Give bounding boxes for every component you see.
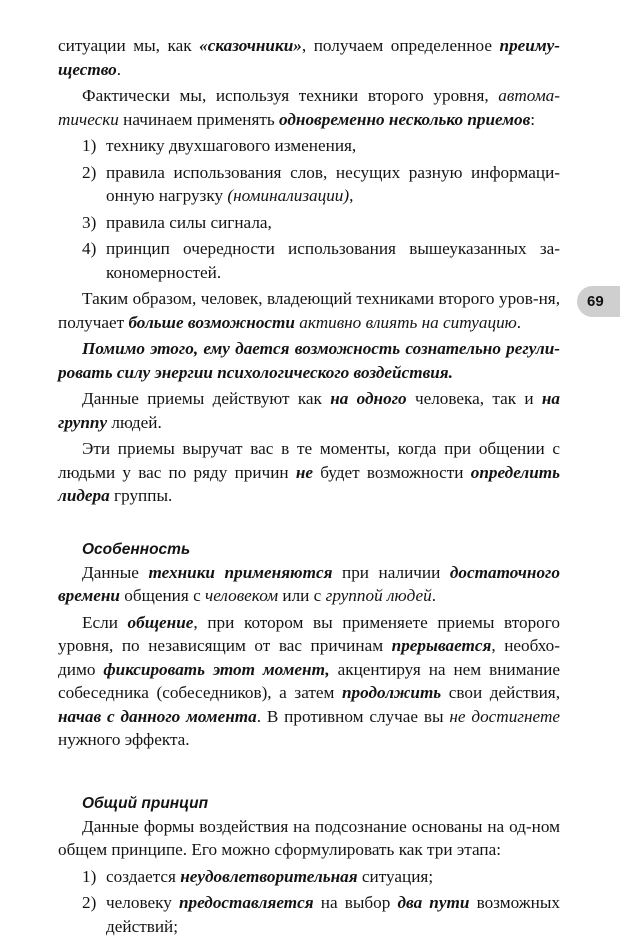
text: Фактически мы, используя техники второго уровня, <box>82 86 499 105</box>
list-text: принцип очередности использования вышеуказанных за-кономерностей. <box>106 239 560 282</box>
emphasis: «сказочники» <box>199 36 302 55</box>
text: акцентируя на нем внимание собеседника (собеседников), а затем <box>58 659 561 702</box>
text: правила использования слов, несущих разную информаци-онную нагрузку <box>106 162 560 205</box>
italic-text: автома-тически <box>58 86 560 129</box>
emphasis: одновременно несколько приемов <box>279 109 531 129</box>
list-item <box>58 134 560 158</box>
paragraph <box>58 287 560 334</box>
paragraph <box>58 34 560 81</box>
text: при наличии <box>332 562 450 582</box>
section-heading: Особенность <box>82 540 191 558</box>
emphasis: начав с данного момента <box>58 706 257 726</box>
text: создается <box>106 866 181 886</box>
text: , <box>349 186 354 205</box>
paragraph: Данные формы воздействия на подсознание основаны на од-ном общем принципе. Его можно сформулировать как три этапа: <box>58 816 560 859</box>
list-item <box>58 237 560 284</box>
text: человека, так и <box>406 389 542 408</box>
page-number-tab <box>577 286 620 317</box>
text: свои действия, <box>441 683 560 702</box>
section-heading: Общий принцип <box>82 794 209 812</box>
list-number: 4) <box>82 239 97 258</box>
list-text <box>106 865 560 889</box>
emphasis: общение <box>127 612 194 632</box>
text: ситуации мы, как <box>58 36 200 55</box>
text: Данные приемы действуют как <box>82 389 331 408</box>
text: : <box>530 109 536 129</box>
list-number: 1) <box>82 136 97 155</box>
text: Эти приемы выручат вас в те моменты, когда при общении с людьми у вас по ряду причин <box>58 439 560 482</box>
text: ситуация; <box>357 866 434 886</box>
list-number: 2) <box>82 893 97 912</box>
list-number: 2) <box>82 162 97 182</box>
emphasis: достаточного времени <box>58 562 560 605</box>
paragraph-emphasis: Помимо этого, ему дается возможность сознательно регули-ровать силу энергии психологического воздействия. <box>58 339 560 382</box>
page-number: 69 <box>587 293 604 310</box>
emphasis: два пути <box>397 893 470 912</box>
text: . В противном случае вы <box>256 706 450 726</box>
italic-text: (номинализации) <box>227 186 350 205</box>
emphasis: на одного <box>330 389 407 408</box>
emphasis: неудовлетворительная <box>180 866 358 886</box>
text: . <box>116 59 122 79</box>
text: будет возможности <box>313 462 471 482</box>
list-item <box>58 865 560 889</box>
text: начинаем применять <box>118 109 280 129</box>
italic-text: группой людей <box>325 586 432 605</box>
emphasis: продолжить <box>341 683 442 702</box>
text: . <box>431 586 437 605</box>
list-text: правила силы сигнала, <box>106 212 272 232</box>
paragraph <box>58 561 560 608</box>
emphasis: преиму-щество <box>58 36 560 79</box>
text: , необхо-димо <box>58 636 560 679</box>
text: людей. <box>107 412 162 432</box>
text: , получаем определенное <box>301 36 500 55</box>
page-body <box>58 34 560 938</box>
text: или с <box>278 586 326 605</box>
text: Данные <box>82 562 149 582</box>
emphasis: техники применяются <box>148 562 333 582</box>
text: группы. <box>109 486 173 505</box>
emphasis: определить лидера <box>58 462 560 505</box>
emphasis: не <box>295 462 313 482</box>
list-item <box>58 211 560 235</box>
paragraph <box>58 611 560 752</box>
list-item <box>58 161 560 208</box>
text: общения с <box>119 586 206 605</box>
italic-text: активно влиять на ситуацию <box>294 312 517 332</box>
emphasis: фиксировать этот момент, <box>103 659 330 679</box>
text: возможных действий; <box>106 893 560 936</box>
paragraph <box>58 84 560 131</box>
paragraph <box>58 387 560 434</box>
text: нужного эффекта. <box>58 730 190 749</box>
text: Если <box>82 612 128 632</box>
paragraph <box>58 437 560 508</box>
list-item <box>58 891 560 938</box>
list-number: 1) <box>82 866 97 886</box>
list-number: 3) <box>82 212 97 232</box>
list-text: технику двухшагового изменения, <box>106 136 357 155</box>
text: , при котором вы применяете приемы второго уровня, по независящим от вас причинам <box>58 612 560 655</box>
emphasis: на группу <box>58 389 560 432</box>
text: человеку <box>106 893 179 912</box>
text: . <box>516 312 522 332</box>
italic-text: не достигнете <box>449 706 560 726</box>
emphasis: прерывается <box>391 636 492 655</box>
text: на выбор <box>313 893 398 912</box>
emphasis: предоставляется <box>178 893 314 912</box>
italic-text: человеком <box>205 586 279 605</box>
list-text <box>106 161 560 208</box>
list-text <box>106 891 560 938</box>
emphasis: больше возможности <box>128 312 295 332</box>
text: Таким образом, человек, владеющий техниками второго уров-ня, получает <box>58 289 560 332</box>
